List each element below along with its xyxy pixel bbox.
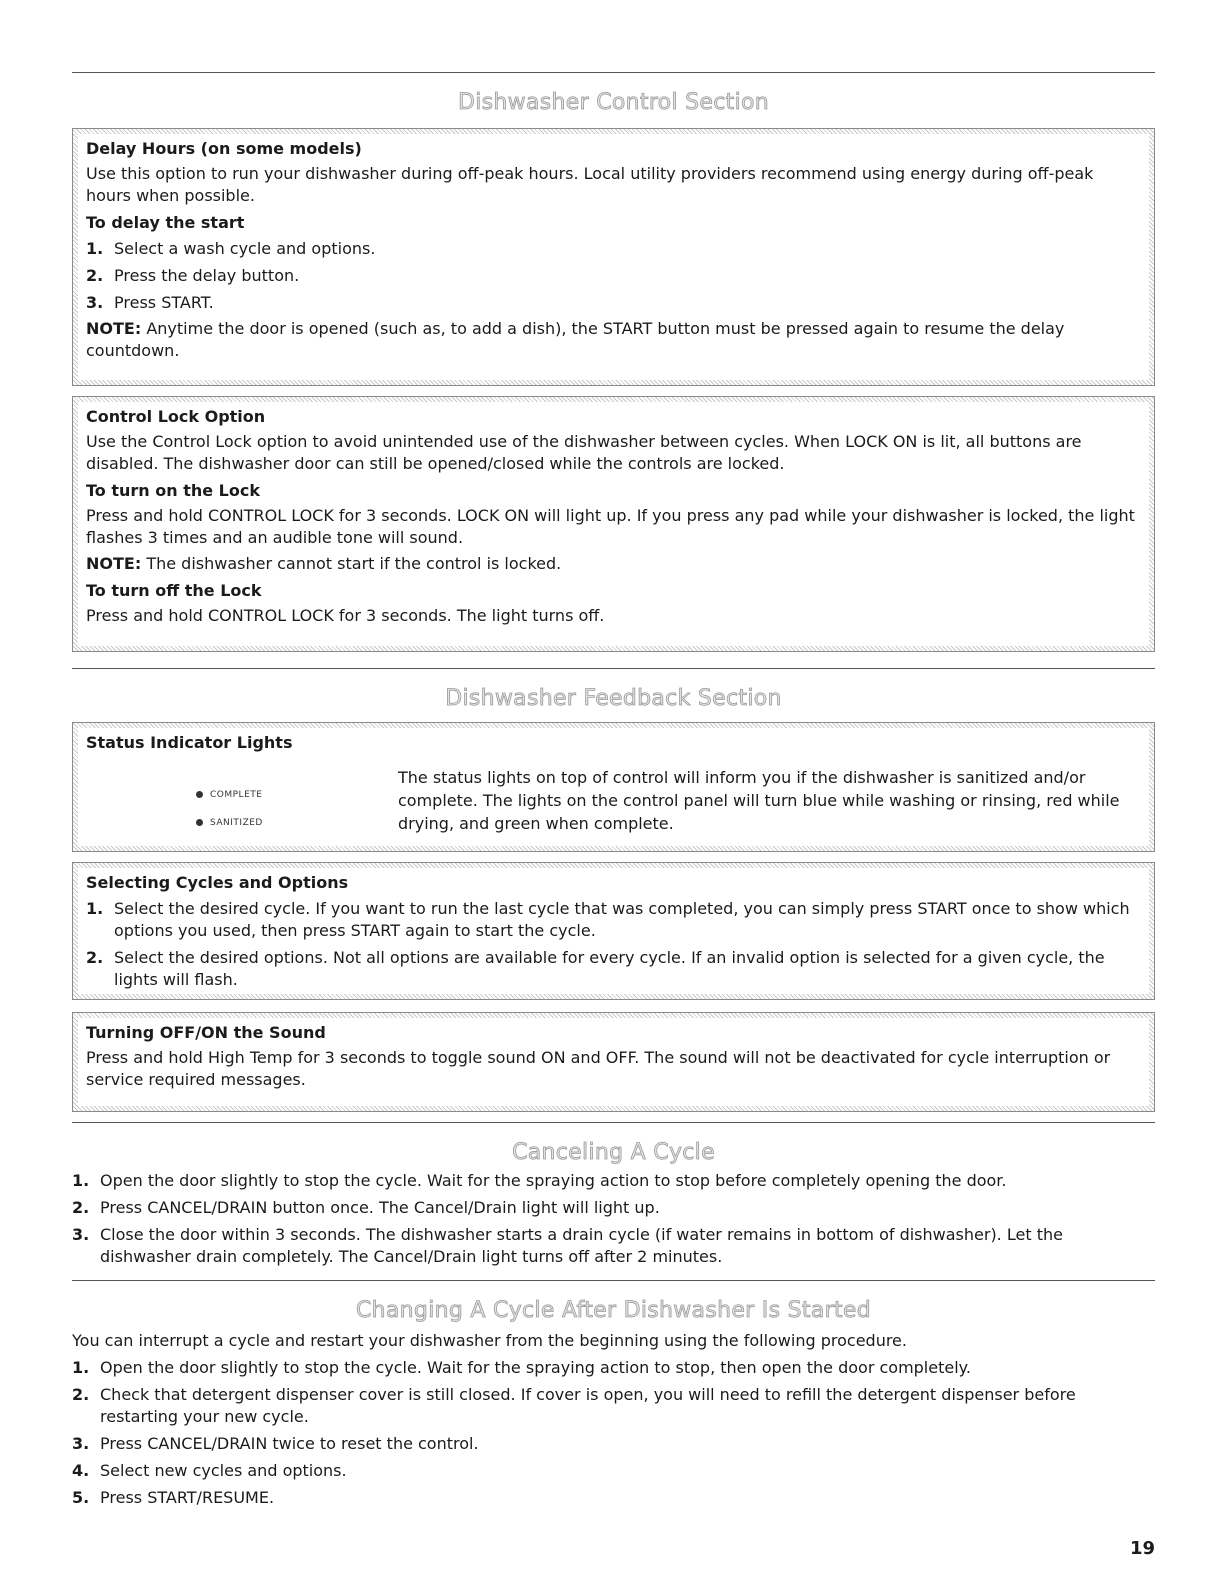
changing-intro: You can interrupt a cycle and restart your dishwasher from the beginning using the following procedure. xyxy=(72,1331,907,1350)
list-item xyxy=(72,1224,1155,1268)
changing-title: Changing A Cycle After Dishwasher Is Started xyxy=(356,1298,871,1323)
delay-heading: Delay Hours (on some models) xyxy=(86,139,362,158)
lock-intro: Use the Control Lock option to avoid unintended use of the dishwasher between cycles. When LOCK ON is lit, all buttons are disabled. The dishwasher door can still be opened/closed while the controls are locked. xyxy=(86,432,1082,473)
status-heading: Status Indicator Lights xyxy=(86,733,293,752)
page-number: 19 xyxy=(1129,1538,1155,1559)
delay-subheading: To delay the start xyxy=(86,213,245,232)
delay-hours-box xyxy=(72,128,1155,386)
list-number: 4. xyxy=(72,1461,90,1480)
sound-text: Press and hold High Temp for 3 seconds to toggle sound ON and OFF. The sound will not be deactivated for cycle interruption or service required messages. xyxy=(86,1048,1111,1089)
list-item xyxy=(86,947,1139,991)
list-item xyxy=(72,1197,1155,1219)
feedback-section-title: Dishwasher Feedback Section xyxy=(445,686,782,711)
list-text: Press START. xyxy=(114,293,214,312)
list-item xyxy=(72,1433,1155,1455)
delay-note xyxy=(86,318,1139,362)
lock-on-text: Press and hold CONTROL LOCK for 3 seconds. LOCK ON will light up. If you press any pad while your dishwasher is locked, the light flashes 3 times and an audible tone will sound. xyxy=(86,506,1135,547)
feedback-rule xyxy=(72,668,1155,669)
list-item xyxy=(72,1384,1155,1428)
list-item xyxy=(72,1170,1155,1192)
list-number: 3. xyxy=(72,1434,90,1453)
list-number: 1. xyxy=(86,899,104,918)
list-number: 1. xyxy=(72,1171,90,1190)
list-number: 2. xyxy=(72,1385,90,1404)
note-text: The dishwasher cannot start if the control is locked. xyxy=(146,554,562,573)
selecting-cycles-box xyxy=(72,862,1155,1000)
list-item xyxy=(86,898,1139,942)
list-item xyxy=(72,1487,1155,1509)
list-number: 1. xyxy=(86,239,104,258)
list-item xyxy=(86,265,1139,287)
lock-note xyxy=(86,553,1139,575)
note-label: NOTE: xyxy=(86,319,142,338)
list-text: Select the desired options. Not all options are available for every cycle. If an invalid option is selected for a given cycle, the lights will flash. xyxy=(114,948,1105,989)
indicator-dot-icon xyxy=(196,819,203,826)
status-light-sanitized: SANITIZED xyxy=(196,818,263,828)
lock-heading: Control Lock Option xyxy=(86,407,266,426)
indicator-dot-icon xyxy=(196,791,203,798)
list-text: Press the delay button. xyxy=(114,266,300,285)
lock-on-subheading: To turn on the Lock xyxy=(86,481,260,500)
list-text: Open the door slightly to stop the cycle. Wait for the spraying action to stop before completely opening the door. xyxy=(100,1171,1007,1190)
list-number: 1. xyxy=(72,1358,90,1377)
list-number: 2. xyxy=(86,266,104,285)
status-lights-box xyxy=(72,722,1155,852)
list-text: Press CANCEL/DRAIN button once. The Cancel/Drain light will light up. xyxy=(100,1198,660,1217)
note-label: NOTE: xyxy=(86,554,142,573)
list-text: Check that detergent dispenser cover is still closed. If cover is open, you will need to refill the detergent dispenser before restarting your new cycle. xyxy=(100,1385,1076,1426)
changing-rule xyxy=(72,1280,1155,1281)
list-item xyxy=(86,292,1139,314)
note-text: Anytime the door is opened (such as, to add a dish), the START button must be pressed again to resume the delay countdown. xyxy=(86,319,1065,360)
list-item xyxy=(86,238,1139,260)
list-text: Select new cycles and options. xyxy=(100,1461,347,1480)
list-number: 3. xyxy=(72,1225,90,1244)
canceling-steps xyxy=(72,1170,1155,1268)
control-section-title: Dishwasher Control Section xyxy=(458,90,769,115)
list-text: Select a wash cycle and options. xyxy=(114,239,376,258)
lock-off-text: Press and hold CONTROL LOCK for 3 seconds. The light turns off. xyxy=(86,606,605,625)
changing-steps xyxy=(72,1330,1155,1509)
list-text: Select the desired cycle. If you want to run the last cycle that was completed, you can simply press START once to show which options you used, then press START again to start the cycle. xyxy=(114,899,1130,940)
status-text: The status lights on top of control will inform you if the dishwasher is sanitized and/or complete. The lights on the control panel will turn blue while washing or rinsing, red while drying, and green when complete. xyxy=(398,768,1120,833)
selecting-heading: Selecting Cycles and Options xyxy=(86,873,349,892)
list-text: Close the door within 3 seconds. The dishwasher starts a drain cycle (if water remains in bottom of dishwasher). Let the dishwasher drain completely. The Cancel/Drain light turns off after 2 minutes. xyxy=(100,1225,1063,1266)
lock-off-subheading: To turn off the Lock xyxy=(86,581,262,600)
list-item xyxy=(72,1460,1155,1482)
list-number: 5. xyxy=(72,1488,90,1507)
sound-box xyxy=(72,1012,1155,1112)
status-light-complete: COMPLETE xyxy=(196,790,262,800)
canceling-rule xyxy=(72,1122,1155,1123)
list-number: 2. xyxy=(72,1198,90,1217)
list-item xyxy=(72,1357,1155,1379)
delay-intro: Use this option to run your dishwasher during off-peak hours. Local utility providers recommend using energy during off-peak hours when possible. xyxy=(86,164,1094,205)
list-text: Open the door slightly to stop the cycle. Wait for the spraying action to stop, then open the door completely. xyxy=(100,1358,971,1377)
canceling-title: Canceling A Cycle xyxy=(512,1140,715,1165)
sound-heading: Turning OFF/ON the Sound xyxy=(86,1023,326,1042)
control-lock-box xyxy=(72,396,1155,652)
list-text: Press CANCEL/DRAIN twice to reset the control. xyxy=(100,1434,479,1453)
top-rule xyxy=(72,72,1155,73)
list-text: Press START/RESUME. xyxy=(100,1488,275,1507)
list-number: 2. xyxy=(86,948,104,967)
list-number: 3. xyxy=(86,293,104,312)
